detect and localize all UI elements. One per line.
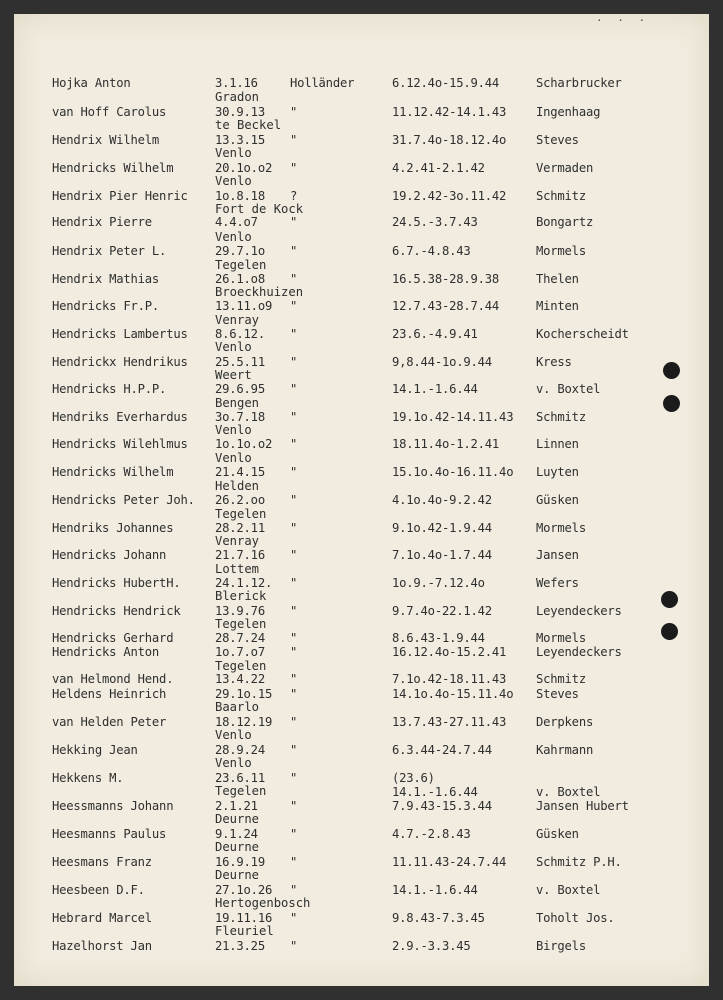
birth-date: 1o.1o.o2 <box>215 437 273 451</box>
register-entry <box>0 492 723 508</box>
employment-period: 6.7.-4.8.43 <box>392 244 471 258</box>
birth-date: 3o.7.18 <box>215 410 265 424</box>
nationality: " <box>290 743 298 757</box>
employment-period: 14.1.-1.6.44 <box>392 382 478 396</box>
birth-place: Venlo <box>215 451 252 465</box>
birth-date: 21.4.15 <box>215 465 265 479</box>
birth-place: Blerick <box>215 589 267 603</box>
birth-date: 2.1.21 <box>215 799 258 813</box>
employer-name: Thelen <box>536 272 579 286</box>
birth-place: Deurne <box>215 812 260 826</box>
person-name: Hendricks Gerhard <box>52 631 174 645</box>
birth-date: 29.7.1o <box>215 244 265 258</box>
person-name: Heesbeen D.F. <box>52 883 145 897</box>
employer-name: Steves <box>536 687 579 701</box>
employer-name: Ingenhaag <box>536 105 601 119</box>
employer-name: v. Boxtel <box>536 382 601 396</box>
person-name: van Helden Peter <box>52 715 167 729</box>
employment-period: 31.7.4o-18.12.4o <box>392 133 507 147</box>
register-entry <box>0 214 723 230</box>
birth-place: Tegelen <box>215 784 267 798</box>
employment-period: 7.1o.4o-1.7.44 <box>392 548 492 562</box>
nationality: " <box>290 939 298 953</box>
nationality: " <box>290 105 298 119</box>
person-name: Hendricks Johann <box>52 548 167 562</box>
birth-date: 16.9.19 <box>215 855 265 869</box>
birth-place: Fleuriel <box>215 924 274 938</box>
employment-period: 14.1o.4o-15.11.4o <box>392 687 514 701</box>
person-name: Hendrix Mathias <box>52 272 160 286</box>
employment-period: 9,8.44-1o.9.44 <box>392 355 492 369</box>
birth-place: Deurne <box>215 840 260 854</box>
birth-place: Venlo <box>215 146 252 160</box>
employment-period: 1o.9.-7.12.4o <box>392 576 485 590</box>
person-name: Heesmanns Paulus <box>52 827 167 841</box>
birth-place: Bengen <box>215 396 260 410</box>
birth-date: 3.1.16 <box>215 76 258 90</box>
nationality: " <box>290 855 298 869</box>
birth-date: 13.3.15 <box>215 133 265 147</box>
employment-period: 9.1o.42-1.9.44 <box>392 521 492 535</box>
person-name: Hendricks Wilhelm <box>52 161 174 175</box>
employment-period: 7.9.43-15.3.44 <box>392 799 492 813</box>
birth-place: Venray <box>215 313 260 327</box>
birth-place: Venlo <box>215 756 252 770</box>
birth-date: 20.1o.o2 <box>215 161 273 175</box>
employer-name: v. Boxtel <box>536 785 601 799</box>
nationality: " <box>290 410 298 424</box>
person-name: Hendricks Wilhelm <box>52 465 174 479</box>
birth-date: 23.6.11 <box>215 771 265 785</box>
employment-period: 6.3.44-24.7.44 <box>392 743 492 757</box>
employment-period: 15.1o.4o-16.11.4o <box>392 465 514 479</box>
employer-name: Luyten <box>536 465 579 479</box>
birth-date: 13.4.22 <box>215 672 265 686</box>
person-name: Hendricks Lambertus <box>52 327 188 341</box>
birth-date: 18.12.19 <box>215 715 273 729</box>
birth-date: 8.6.12. <box>215 327 265 341</box>
employment-period: 16.5.38-28.9.38 <box>392 272 500 286</box>
person-name: Hendrix Peter L. <box>52 244 167 258</box>
birth-place: te Beckel <box>215 118 282 132</box>
register-entry <box>0 243 723 259</box>
nationality: " <box>290 465 298 479</box>
employment-period: (23.6) <box>392 771 435 785</box>
nationality: " <box>290 827 298 841</box>
birth-place: Tegelen <box>215 258 267 272</box>
birth-date: 21.3.25 <box>215 939 265 953</box>
nationality: ? <box>290 189 298 203</box>
person-name: Hendrix Pierre <box>52 215 152 229</box>
nationality: " <box>290 883 298 897</box>
register-entry <box>0 938 723 954</box>
employer-name: Leyendeckers <box>536 645 622 659</box>
nationality: " <box>290 672 298 686</box>
employment-period: 11.11.43-24.7.44 <box>392 855 507 869</box>
birth-date: 29.1o.15 <box>215 687 273 701</box>
employer-name: Vermaden <box>536 161 594 175</box>
nationality: " <box>290 327 298 341</box>
birth-place: Venlo <box>215 728 252 742</box>
employer-name: Derpkens <box>536 715 594 729</box>
nationality: " <box>290 493 298 507</box>
employment-period: 11.12.42-14.1.43 <box>392 105 507 119</box>
nationality: " <box>290 244 298 258</box>
birth-date: 13.9.76 <box>215 604 265 618</box>
person-name: Hendricks Fr.P. <box>52 299 160 313</box>
birth-date: 19.11.16 <box>215 911 273 925</box>
birth-place: Venlo <box>215 423 252 437</box>
employer-name: Minten <box>536 299 579 313</box>
birth-date: 28.7.24 <box>215 631 265 645</box>
employment-period: 4.1o.4o-9.2.42 <box>392 493 492 507</box>
employment-period: 12.7.43-28.7.44 <box>392 299 500 313</box>
employer-name: Leyendeckers <box>536 604 622 618</box>
employer-name: Güsken <box>536 827 579 841</box>
employment-period: 6.12.4o-15.9.44 <box>392 76 500 90</box>
employer-name: Linnen <box>536 437 579 451</box>
person-name: Hendricks Wilehlmus <box>52 437 188 451</box>
employer-name: Scharbrucker <box>536 76 622 90</box>
person-name: Hendrickx Hendrikus <box>52 355 188 369</box>
person-name: Hendrix Pier Henric <box>52 189 188 203</box>
nationality: " <box>290 272 298 286</box>
birth-date: 27.1o.26 <box>215 883 273 897</box>
nationality: " <box>290 687 298 701</box>
employer-name: Mormels <box>536 244 586 258</box>
birth-place: Venlo <box>215 174 252 188</box>
employer-name: Birgels <box>536 939 586 953</box>
birth-date: 1o.7.o7 <box>215 645 265 659</box>
employer-name: Kahrmann <box>536 743 594 757</box>
birth-place: Venray <box>215 534 260 548</box>
register-entry <box>0 436 723 452</box>
birth-place: Lottem <box>215 562 260 576</box>
employer-name: Schmitz <box>536 189 586 203</box>
nationality: " <box>290 133 298 147</box>
employment-period: 14.1.-1.6.44 <box>392 785 478 799</box>
person-name: Hendricks Hendrick <box>52 604 181 618</box>
register-entry <box>0 671 723 687</box>
birth-place: Tegelen <box>215 659 267 673</box>
employer-name: Schmitz <box>536 410 586 424</box>
birth-place: Venlo <box>215 340 252 354</box>
employment-period: 18.11.4o-1.2.41 <box>392 437 500 451</box>
employer-name: v. Boxtel <box>536 883 601 897</box>
employer-name: Schmitz <box>536 672 586 686</box>
register-entry <box>0 381 723 397</box>
employment-period: 7.1o.42-18.11.43 <box>392 672 507 686</box>
employment-period: 9.7.4o-22.1.42 <box>392 604 492 618</box>
employment-period: 8.6.43-1.9.44 <box>392 631 485 645</box>
employer-name: Mormels <box>536 521 586 535</box>
birth-place: Venlo <box>215 230 252 244</box>
nationality: " <box>290 437 298 451</box>
employer-name: Güsken <box>536 493 579 507</box>
employer-name: Wefers <box>536 576 579 590</box>
nationality: " <box>290 355 298 369</box>
nationality: " <box>290 604 298 618</box>
employer-name: Jansen Hubert <box>536 799 629 813</box>
birth-date: 28.2.11 <box>215 521 265 535</box>
register-entry <box>0 464 723 480</box>
employment-period: 16.12.4o-15.2.41 <box>392 645 507 659</box>
birth-date: 21.7.16 <box>215 548 265 562</box>
person-name: Hendricks HubertH. <box>52 576 181 590</box>
birth-date: 28.9.24 <box>215 743 265 757</box>
person-name: van Hoff Carolus <box>52 105 167 119</box>
nationality: " <box>290 299 298 313</box>
birth-place: Helden <box>215 479 260 493</box>
birth-date: 1o.8.18 <box>215 189 265 203</box>
nationality: " <box>290 799 298 813</box>
birth-place: Fort de Kock <box>215 202 304 216</box>
birth-place: Weert <box>215 368 252 382</box>
register-entry <box>0 298 723 314</box>
person-name: Heessmanns Johann <box>52 799 174 813</box>
birth-place: Deurne <box>215 868 260 882</box>
employment-period: 13.7.43-27.11.43 <box>392 715 507 729</box>
nationality: " <box>290 161 298 175</box>
nationality: " <box>290 715 298 729</box>
birth-date: 24.1.12. <box>215 576 273 590</box>
employment-period: 14.1.-1.6.44 <box>392 883 478 897</box>
person-name: Heldens Heinrich <box>52 687 167 701</box>
person-name: Hendriks Everhardus <box>52 410 188 424</box>
birth-date: 30.9.13 <box>215 105 265 119</box>
birth-place: Gradon <box>215 90 260 104</box>
nationality: Holländer <box>290 76 355 90</box>
nationality: " <box>290 382 298 396</box>
birth-date: 25.5.11 <box>215 355 265 369</box>
employment-period: 4.2.41-2.1.42 <box>392 161 485 175</box>
register-entry <box>0 644 723 660</box>
birth-date: 26.2.oo <box>215 493 265 507</box>
birth-place: Hertogenbosch <box>215 896 311 910</box>
nationality: " <box>290 576 298 590</box>
birth-date: 29.6.95 <box>215 382 265 396</box>
employer-name: Jansen <box>536 548 579 562</box>
person-name: Hendrix Wilhelm <box>52 133 160 147</box>
employer-name: Kocherscheidt <box>536 327 629 341</box>
nationality: " <box>290 645 298 659</box>
person-name: van Helmond Hend. <box>52 672 174 686</box>
person-name: Hendriks Johannes <box>52 521 174 535</box>
employment-period: 4.7.-2.8.43 <box>392 827 471 841</box>
person-name: Hebrard Marcel <box>52 911 152 925</box>
employment-period: 23.6.-4.9.41 <box>392 327 478 341</box>
employer-name: Bongartz <box>536 215 594 229</box>
person-name: Hendricks Peter Joh. <box>52 493 195 507</box>
nationality: " <box>290 215 298 229</box>
employer-name: Toholt Jos. <box>536 911 615 925</box>
nationality: " <box>290 521 298 535</box>
birth-place: Baarlo <box>215 700 260 714</box>
employment-period: 2.9.-3.3.45 <box>392 939 471 953</box>
nationality: " <box>290 911 298 925</box>
employer-name: Schmitz P.H. <box>536 855 622 869</box>
person-name: Hojka Anton <box>52 76 131 90</box>
birth-date: 26.1.o8 <box>215 272 265 286</box>
person-name: Hekkens M. <box>52 771 124 785</box>
register-entry <box>0 547 723 563</box>
person-name: Hazelhorst Jan <box>52 939 152 953</box>
employment-period: 19.2.42-3o.11.42 <box>392 189 507 203</box>
birth-date: 9.1.24 <box>215 827 258 841</box>
nationality: " <box>290 631 298 645</box>
header-marks: · · · <box>596 14 650 27</box>
person-name: Heesmans Franz <box>52 855 152 869</box>
person-name: Hendricks Anton <box>52 645 160 659</box>
employer-name: Steves <box>536 133 579 147</box>
employment-period: 19.1o.42-14.11.43 <box>392 410 514 424</box>
birth-date: 4.4.o7 <box>215 215 258 229</box>
employment-period: 24.5.-3.7.43 <box>392 215 478 229</box>
birth-place: Broeckhuizen <box>215 285 304 299</box>
employer-name: Mormels <box>536 631 586 645</box>
person-name: Hekking Jean <box>52 743 138 757</box>
nationality: " <box>290 771 298 785</box>
register-entry <box>0 75 723 91</box>
employment-period: 9.8.43-7.3.45 <box>392 911 485 925</box>
person-name: Hendricks H.P.P. <box>52 382 167 396</box>
birth-place: Tegelen <box>215 617 267 631</box>
nationality: " <box>290 548 298 562</box>
birth-place: Tegelen <box>215 507 267 521</box>
employer-name: Kress <box>536 355 572 369</box>
birth-date: 13.11.o9 <box>215 299 273 313</box>
